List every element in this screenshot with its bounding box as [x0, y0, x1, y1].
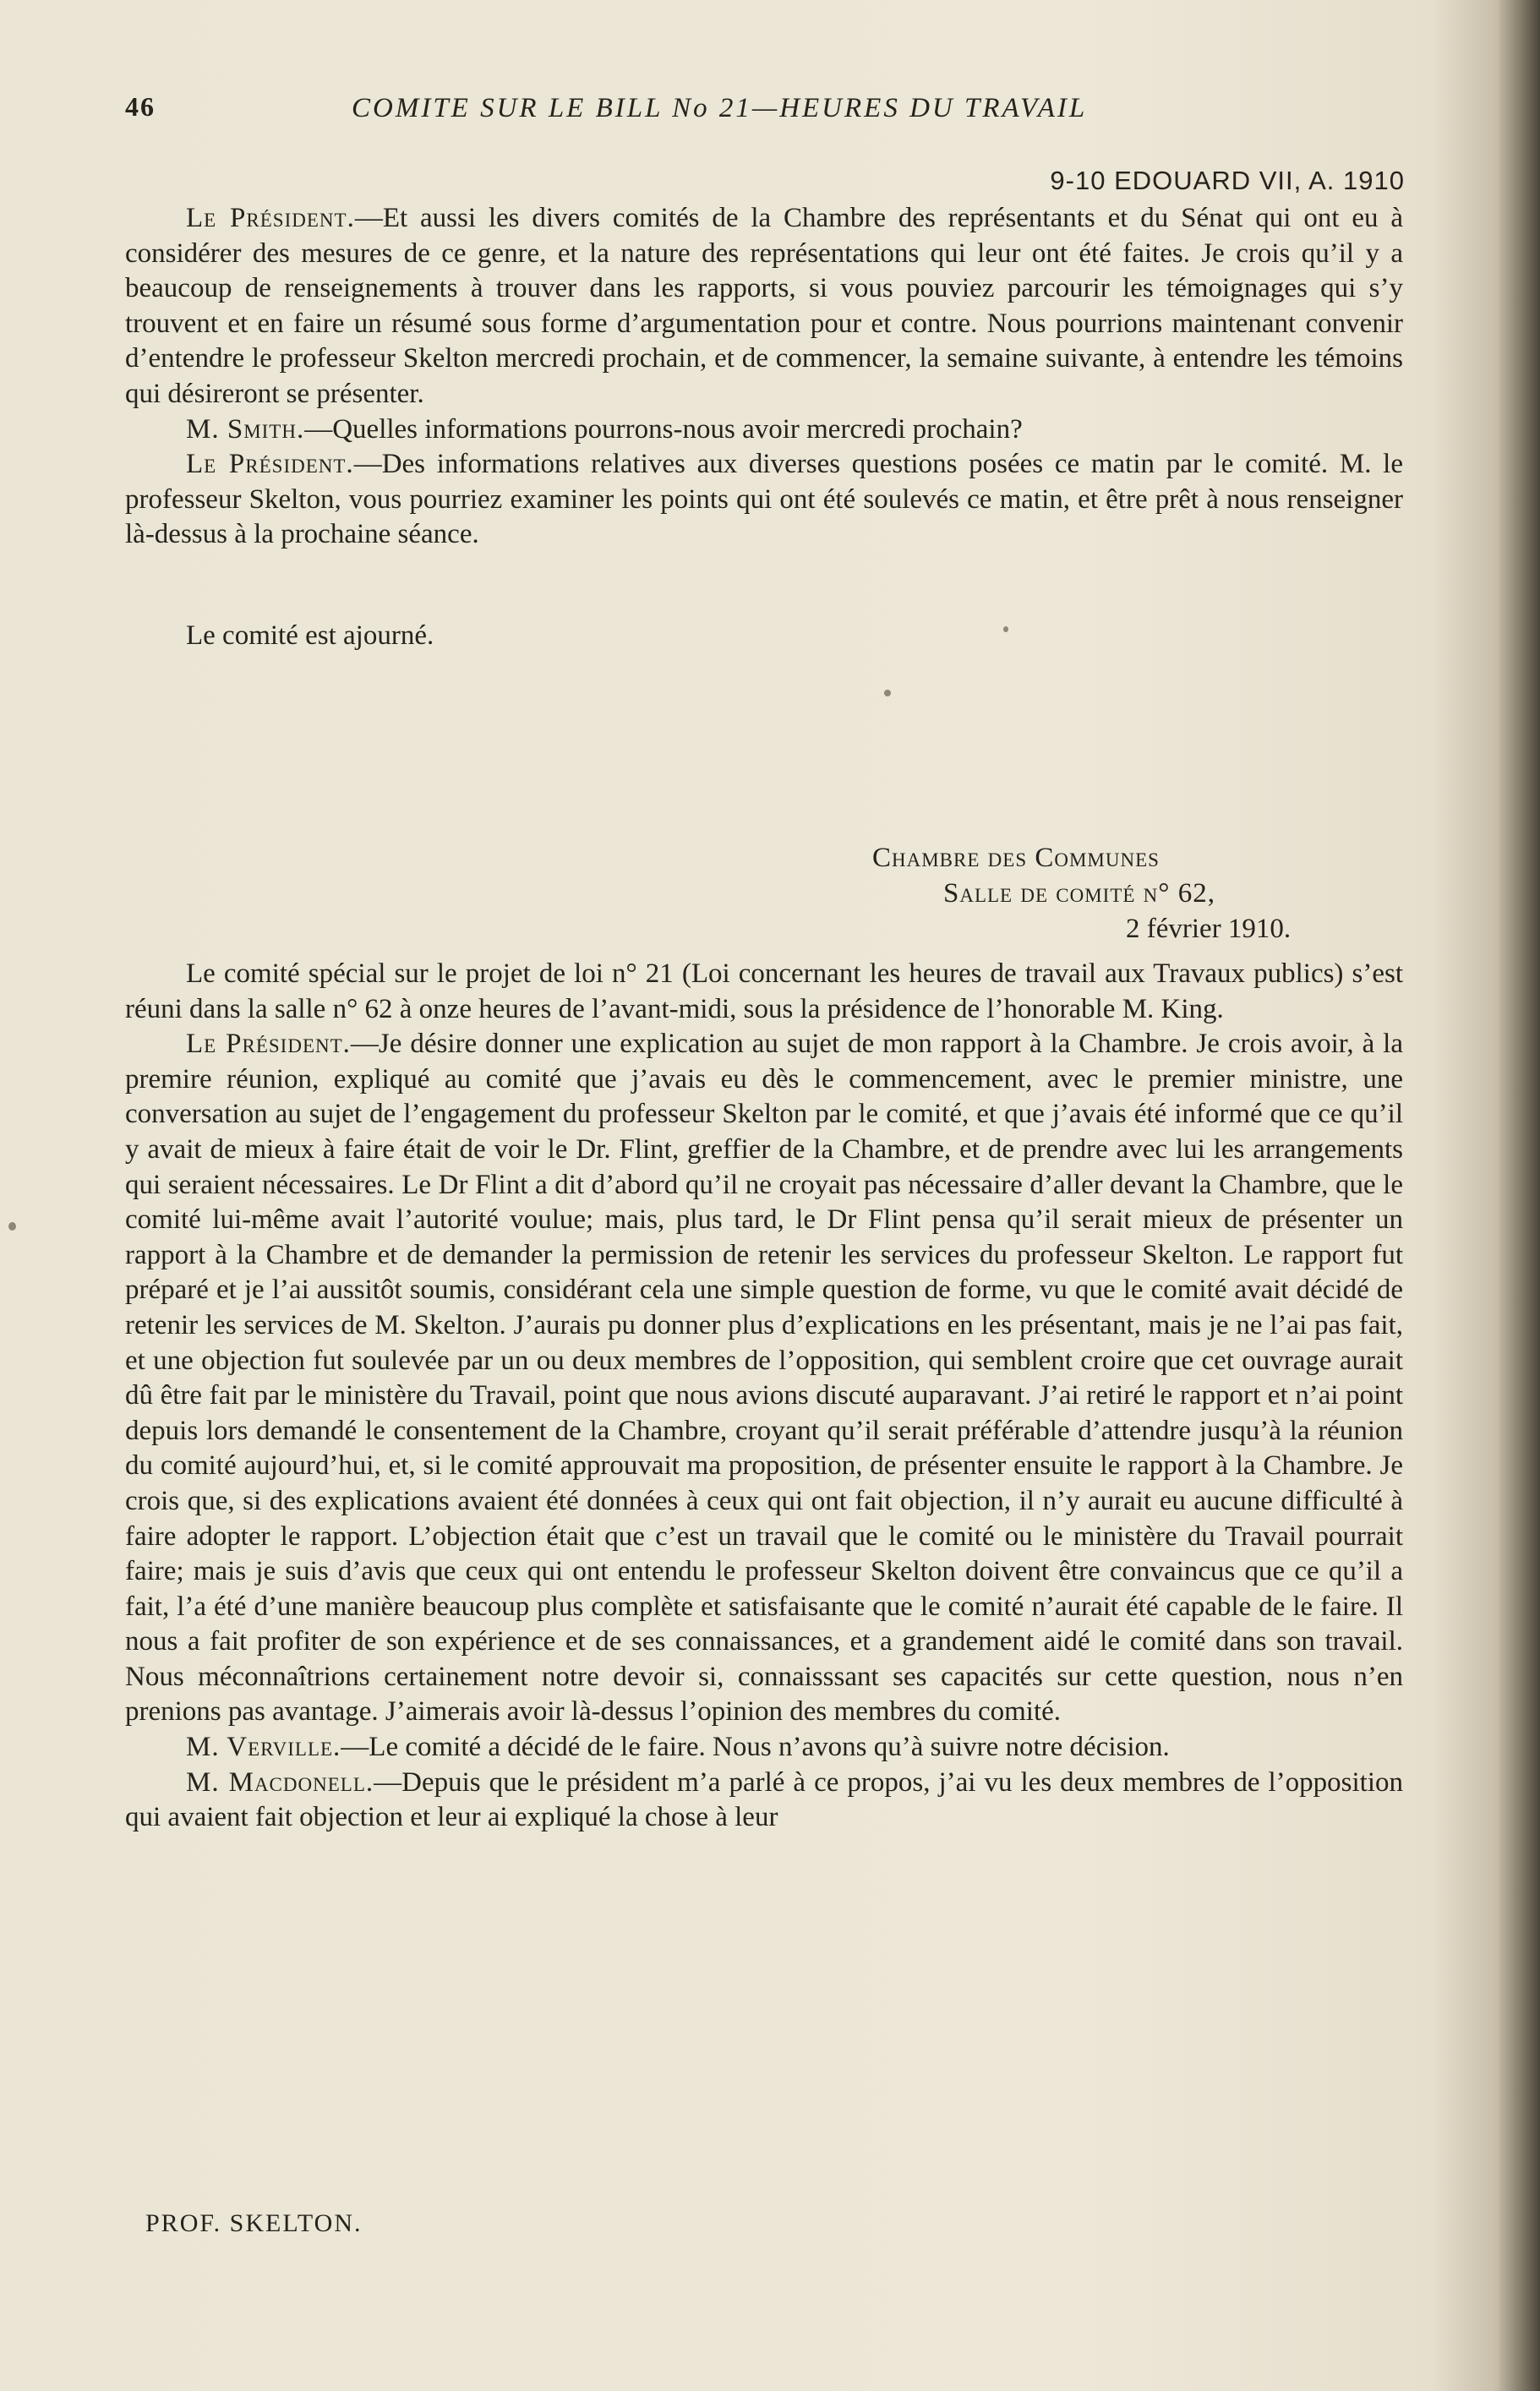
heading-room: Salle de comité n° 62, — [943, 878, 1215, 909]
speaker: Le Président. — [186, 1029, 351, 1060]
speaker: Le Président. — [186, 203, 355, 233]
speck — [8, 1222, 16, 1231]
page-number: 46 — [125, 91, 156, 122]
catchword: PROF. SKELTON. — [145, 2209, 363, 2237]
paragraph — [125, 412, 1403, 448]
running-header — [125, 91, 1182, 128]
paragraph — [125, 1730, 1403, 1766]
sitting-heading — [703, 840, 1379, 947]
speech-text: —Quelles informations pourrons-nous avoir mercredi prochain? — [304, 413, 1023, 445]
heading-house: Chambre des Communes — [872, 843, 1160, 873]
paragraph — [125, 957, 1403, 1027]
speech-text: —Le comité a décidé de le faire. Nous n’avons qu’à suivre notre décision. — [341, 1732, 1170, 1763]
running-title: COMITE SUR LE BILL No 21—HEURES DU TRAVAIL — [352, 93, 1088, 123]
speech-text: —Depuis que le président m’a parlé à ce propos, j’ai vu les deux membres de l’opposition qui avaient fait objection et leur ai expliqué la chose à leur — [125, 1766, 1403, 1833]
minutes-text: Le comité spécial sur le projet de loi n° 21 (Loi concernant les heures de travail aux Travaux publics) s’est réuni dans la salle n° 62 à onze heures de l’avant-midi, sous la présidence de l’honorable M. King. — [125, 958, 1403, 1024]
paragraph — [125, 201, 1403, 412]
speck — [884, 690, 891, 696]
speaker: M. Macdonell. — [186, 1766, 374, 1798]
speaker: Le Président. — [186, 449, 354, 480]
speaker: M. Verville. — [186, 1732, 341, 1763]
speck — [1003, 626, 1008, 632]
paragraph — [125, 447, 1403, 553]
speech-text: —Et aussi les divers comités de la Chambre des représentants et du Sénat qui ont eu à considérer des mesures de ce genre, et la nature des représentations qui leur ont été faites. Je crois qu’il y a beaucoup de renseignements à trouver dans les rapports, si vous pouviez parcourir les témoignages qui s’y trouvent et en faire un résumé sous forme d’argumentation pour et contre. Nous pourrions maintenant convenir d’entendre le professeur Skelton mercredi prochain, et de commencer, la semaine suivante, à entendre les témoins qui désireront se présenter. — [125, 203, 1403, 409]
speech-text: —Des informations relatives aux diverses questions posées ce matin par le comité. M. le professeur Skelton, vous pourriez examiner les points qui ont été soulevés ce matin, et être prêt à nous renseigner là-dessus à la prochaine séance. — [125, 449, 1403, 550]
speaker: M. Smith. — [186, 413, 305, 445]
section-2 — [125, 957, 1403, 1836]
session-line: 9-10 EDOUARD VII, A. 1910 — [1050, 166, 1405, 195]
page-edge-shadow — [1499, 0, 1540, 2391]
adjournment-note: Le comité est ajourné. — [186, 620, 434, 651]
section-1 — [125, 201, 1403, 553]
speech-text: —Je désire donner une explication au sujet de mon rapport à la Chambre. Je crois avoir, à la premire réunion, expliqué au comité que j’avais eu dès le commencement, avec le premier ministre, une conversation au sujet de l’engagement du professeur Skelton par le comité, et que j’avais été informé que ce qu’il y avait de mieux à faire était de voir le Dr. Flint, greffier de la Chambre, et de prendre avec lui les arrangements qui seraient nécessaires. Le Dr Flint a dit d’abord qu’il ne croyait pas nécessaire d’aller devant la Chambre, que le comité lui-même avait l’autorité voulue; mais, plus tard, le Dr Flint pensa qu’il serait mieux de présenter un rapport à la Chambre et de demander la permission de retenir les services du professeur Skelton. Le rapport fut préparé et je l’ai aussitôt soumis, considérant cela une simple question de forme, vu que le comité avait décidé de retenir les services de M. Skelton. J’aurais pu donner plus d’explications en les présentant, mais je ne l’ai pas fait, et une objection fut soulevée par un ou deux membres de l’opposition, qui semblent croire que cet ouvrage aurait dû être fait par le ministère du Travail, point que nous avions discuté auparavant. J’ai retiré le rapport et n’ai point depuis lors demandé le consentement de la Chambre, croyant qu’il serait préférable d’attendre jusqu’à la réunion du comité aujourd’hui, et, si le comité approuvait ma proposition, de présenter ensuite le rapport à la Chambre. Je crois que, si des explications avaient été données à ceux qui ont fait objection, il n’y aurait eu aucune difficulté à faire adopter le rapport. L’objection était que c’est un travail que le comité ou le ministère du Travail pourrait faire; mais je suis d’avis que ceux qui ont entendu le professeur Skelton doivent être convaincus que ce qu’il a fait, l’a été d’une manière beaucoup plus complète et satisfaisante que le comité n’aurait été capable de le faire. Il nous a fait profiter de son expérience et de ses connaissances, et a grandement aidé le comité dans son travail. Nous méconnaîtrions certainement notre devoir si, connaisssant ses capacités sur cette question, nous n’en prenions pas avantage. J’aimerais avoir là-dessus l’opinion des membres du comité. — [125, 1029, 1403, 1728]
paragraph — [125, 1766, 1403, 1836]
heading-date: 2 février 1910. — [1126, 914, 1292, 944]
paragraph — [125, 1027, 1403, 1730]
